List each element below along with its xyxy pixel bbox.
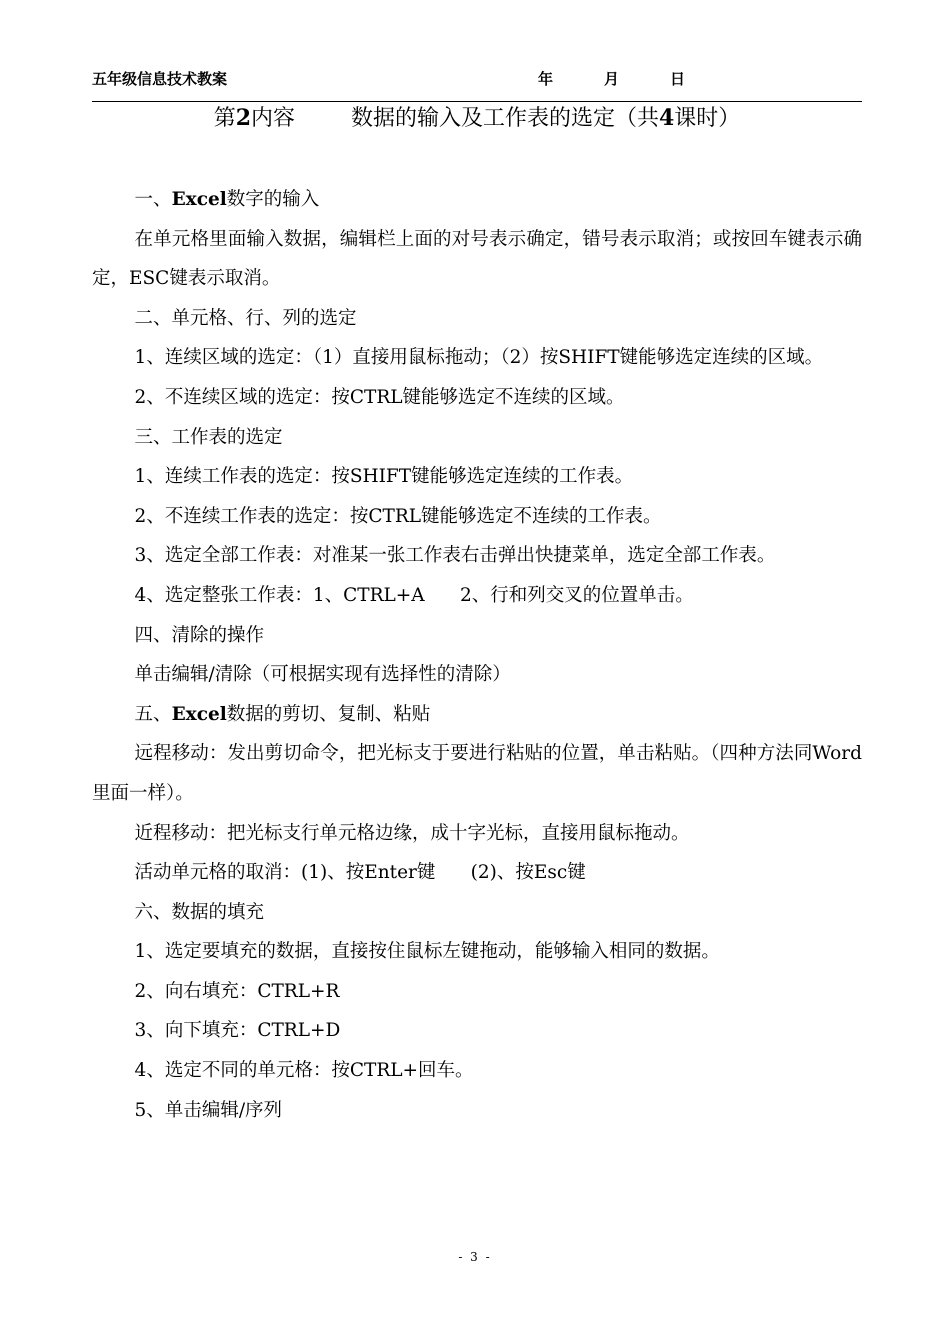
paragraph: 1、连续区域的选定：（1）直接用鼠标拖动；（2）按SHIFT键能够选定连续的区域。 [134,347,824,369]
paragraph: 单击编辑/清除（可根据实现有选择性的清除） [134,664,511,686]
title-hours-number: 4 [658,105,675,131]
paragraph: 2、不连续区域的选定：按CTRL键能够选定不连续的区域。 [134,386,625,408]
title-part1: 第 [213,106,236,131]
section-heading-5-rest: 数据的剪切、复制、粘贴 [226,703,431,725]
header-rule [92,101,862,102]
paragraph: 在单元格里面输入数据，编辑栏上面的对号表示确定，错号表示取消；或按回车键表示确定，ESC键表示取消。 [92,228,862,290]
paragraph: 4、选定整张工作表：1、CTRL+A 2、行和列交叉的位置单击。 [134,584,694,606]
title-part3: 课时） [674,106,741,131]
paragraph: 1、连续工作表的选定：按SHIFT键能够选定连续的工作表。 [134,466,634,488]
title-part2: 内容 数据的输入及工作表的选定（共 [251,106,659,131]
page-number: - 3 - [458,1250,492,1264]
header-doc-title: 五年级信息技术教案 [92,70,228,88]
section-heading-2: 二、单元格、行、列的选定 [134,307,357,329]
title-lesson-number: 2 [235,105,252,131]
paragraph: 近程移动：把光标支行单元格边缘，成十字光标，直接用鼠标拖动。 [134,822,690,844]
lesson-body [92,180,862,1130]
section-heading-4: 四、清除的操作 [134,624,265,646]
paragraph: 3、向下填充：CTRL+D [134,1020,341,1042]
paragraph: 2、向右填充：CTRL+R [134,980,340,1002]
paragraph: 2、不连续工作表的选定：按CTRL键能够选定不连续的工作表。 [134,505,662,527]
paragraph: 1、选定要填充的数据，直接按住鼠标左键拖动，能够输入相同的数据。 [134,941,720,963]
header-day-label: 日 [670,70,686,88]
section-heading-3: 三、工作表的选定 [134,426,283,448]
section-heading-6: 六、数据的填充 [134,901,265,923]
paragraph: 3、选定全部工作表：对准某一张工作表右击弹出快捷菜单，选定全部工作表。 [134,545,776,567]
page-header [92,68,862,92]
header-month-label: 月 [604,70,620,88]
paragraph: 5、单击编辑/序列 [134,1099,283,1121]
section-heading-5-bold: Excel [171,703,227,725]
header-year-label: 年 [538,70,554,88]
section-heading-1-rest: 数字的输入 [226,189,320,210]
lesson-title [92,103,862,134]
section-heading-5 [92,695,862,735]
section-heading-1-bold: Excel [171,189,227,210]
section-heading-5-prefix: 五、 [134,703,172,725]
paragraph: 远程移动：发出剪切命令，把光标支于要进行粘贴的位置，单击粘贴。（四种方法同Word里面一样）。 [92,743,862,804]
section-heading-1 [92,180,862,220]
paragraph: 4、选定不同的单元格：按CTRL+回车。 [134,1060,474,1082]
section-heading-1-prefix: 一、 [134,189,172,210]
paragraph: 活动单元格的取消：(1)、按Enter键 (2)、按Esc键 [134,862,586,884]
